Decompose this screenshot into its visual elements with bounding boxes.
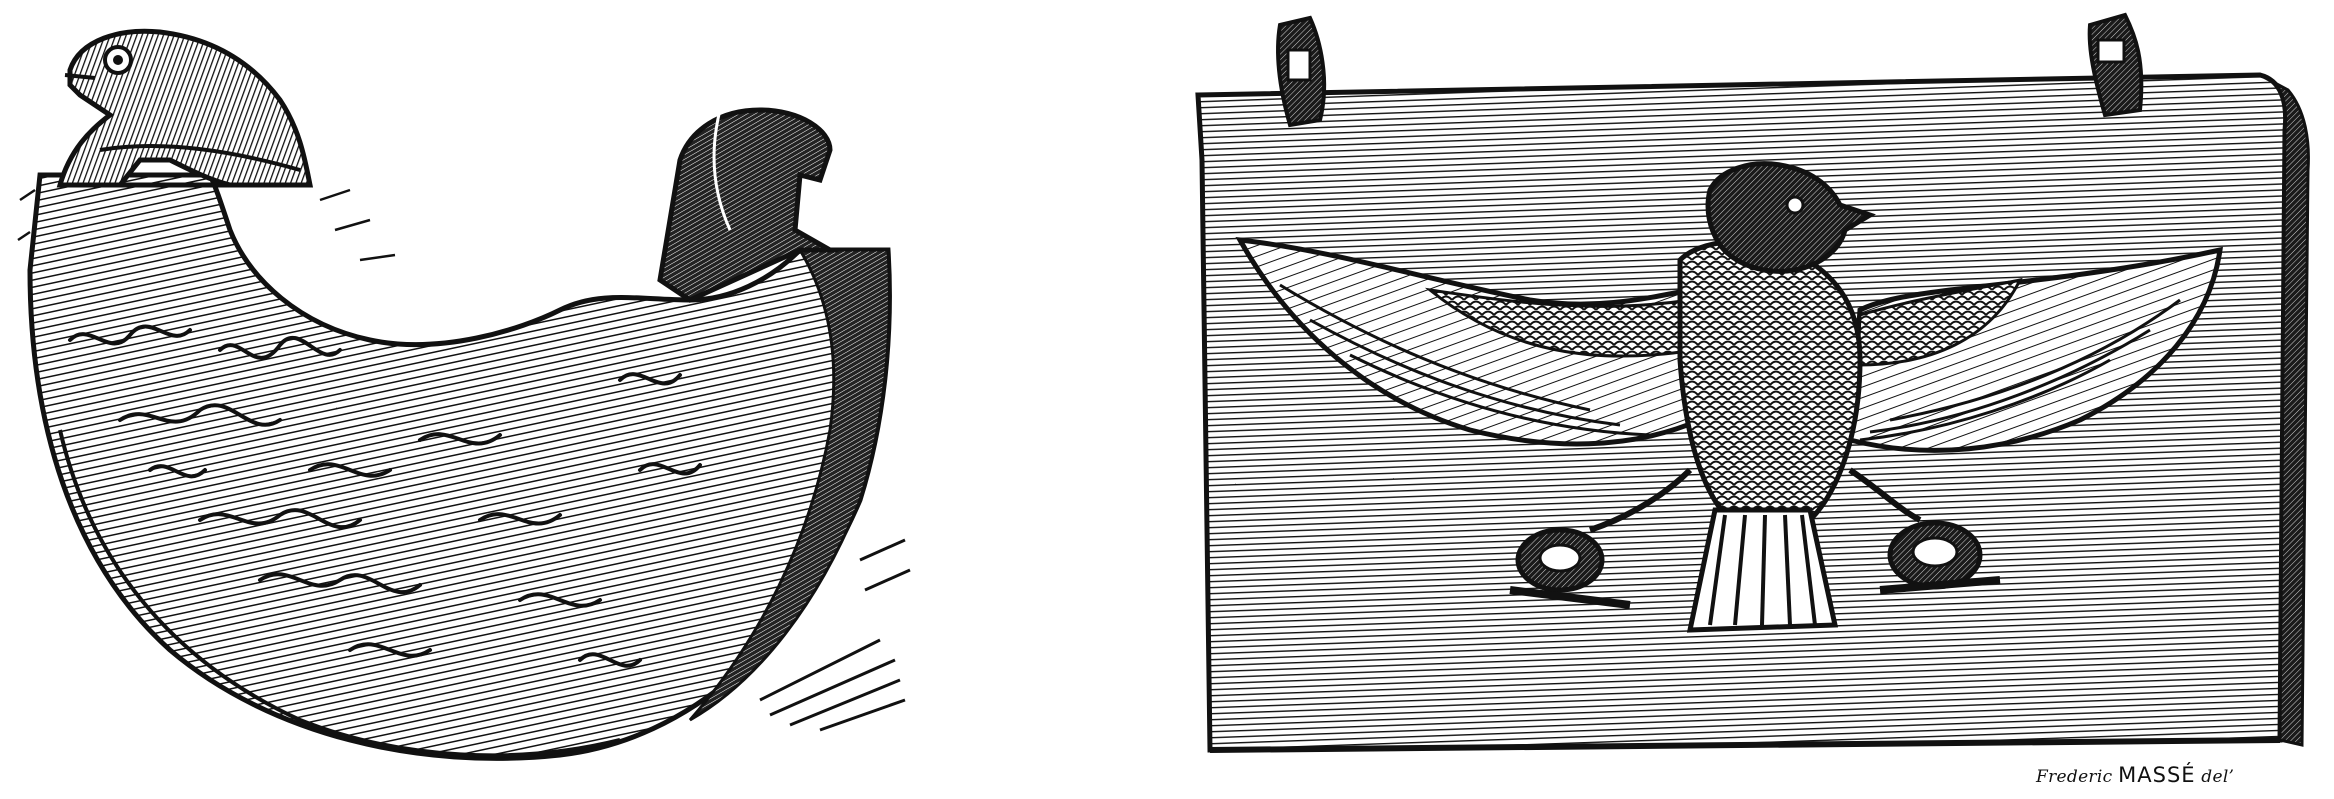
signature-abbrev: del’	[2201, 767, 2235, 787]
signature-given-name: Frederic	[2036, 767, 2113, 787]
falcon-eye	[1787, 197, 1803, 213]
artist-signature	[2036, 763, 2234, 787]
winged-falcon-plaque-illustration	[1170, 0, 2310, 799]
suspension-loop-left	[1278, 18, 1324, 125]
crescent-plate-illustration	[0, 0, 920, 799]
signature-surname: MASSÉ	[2118, 763, 2196, 787]
